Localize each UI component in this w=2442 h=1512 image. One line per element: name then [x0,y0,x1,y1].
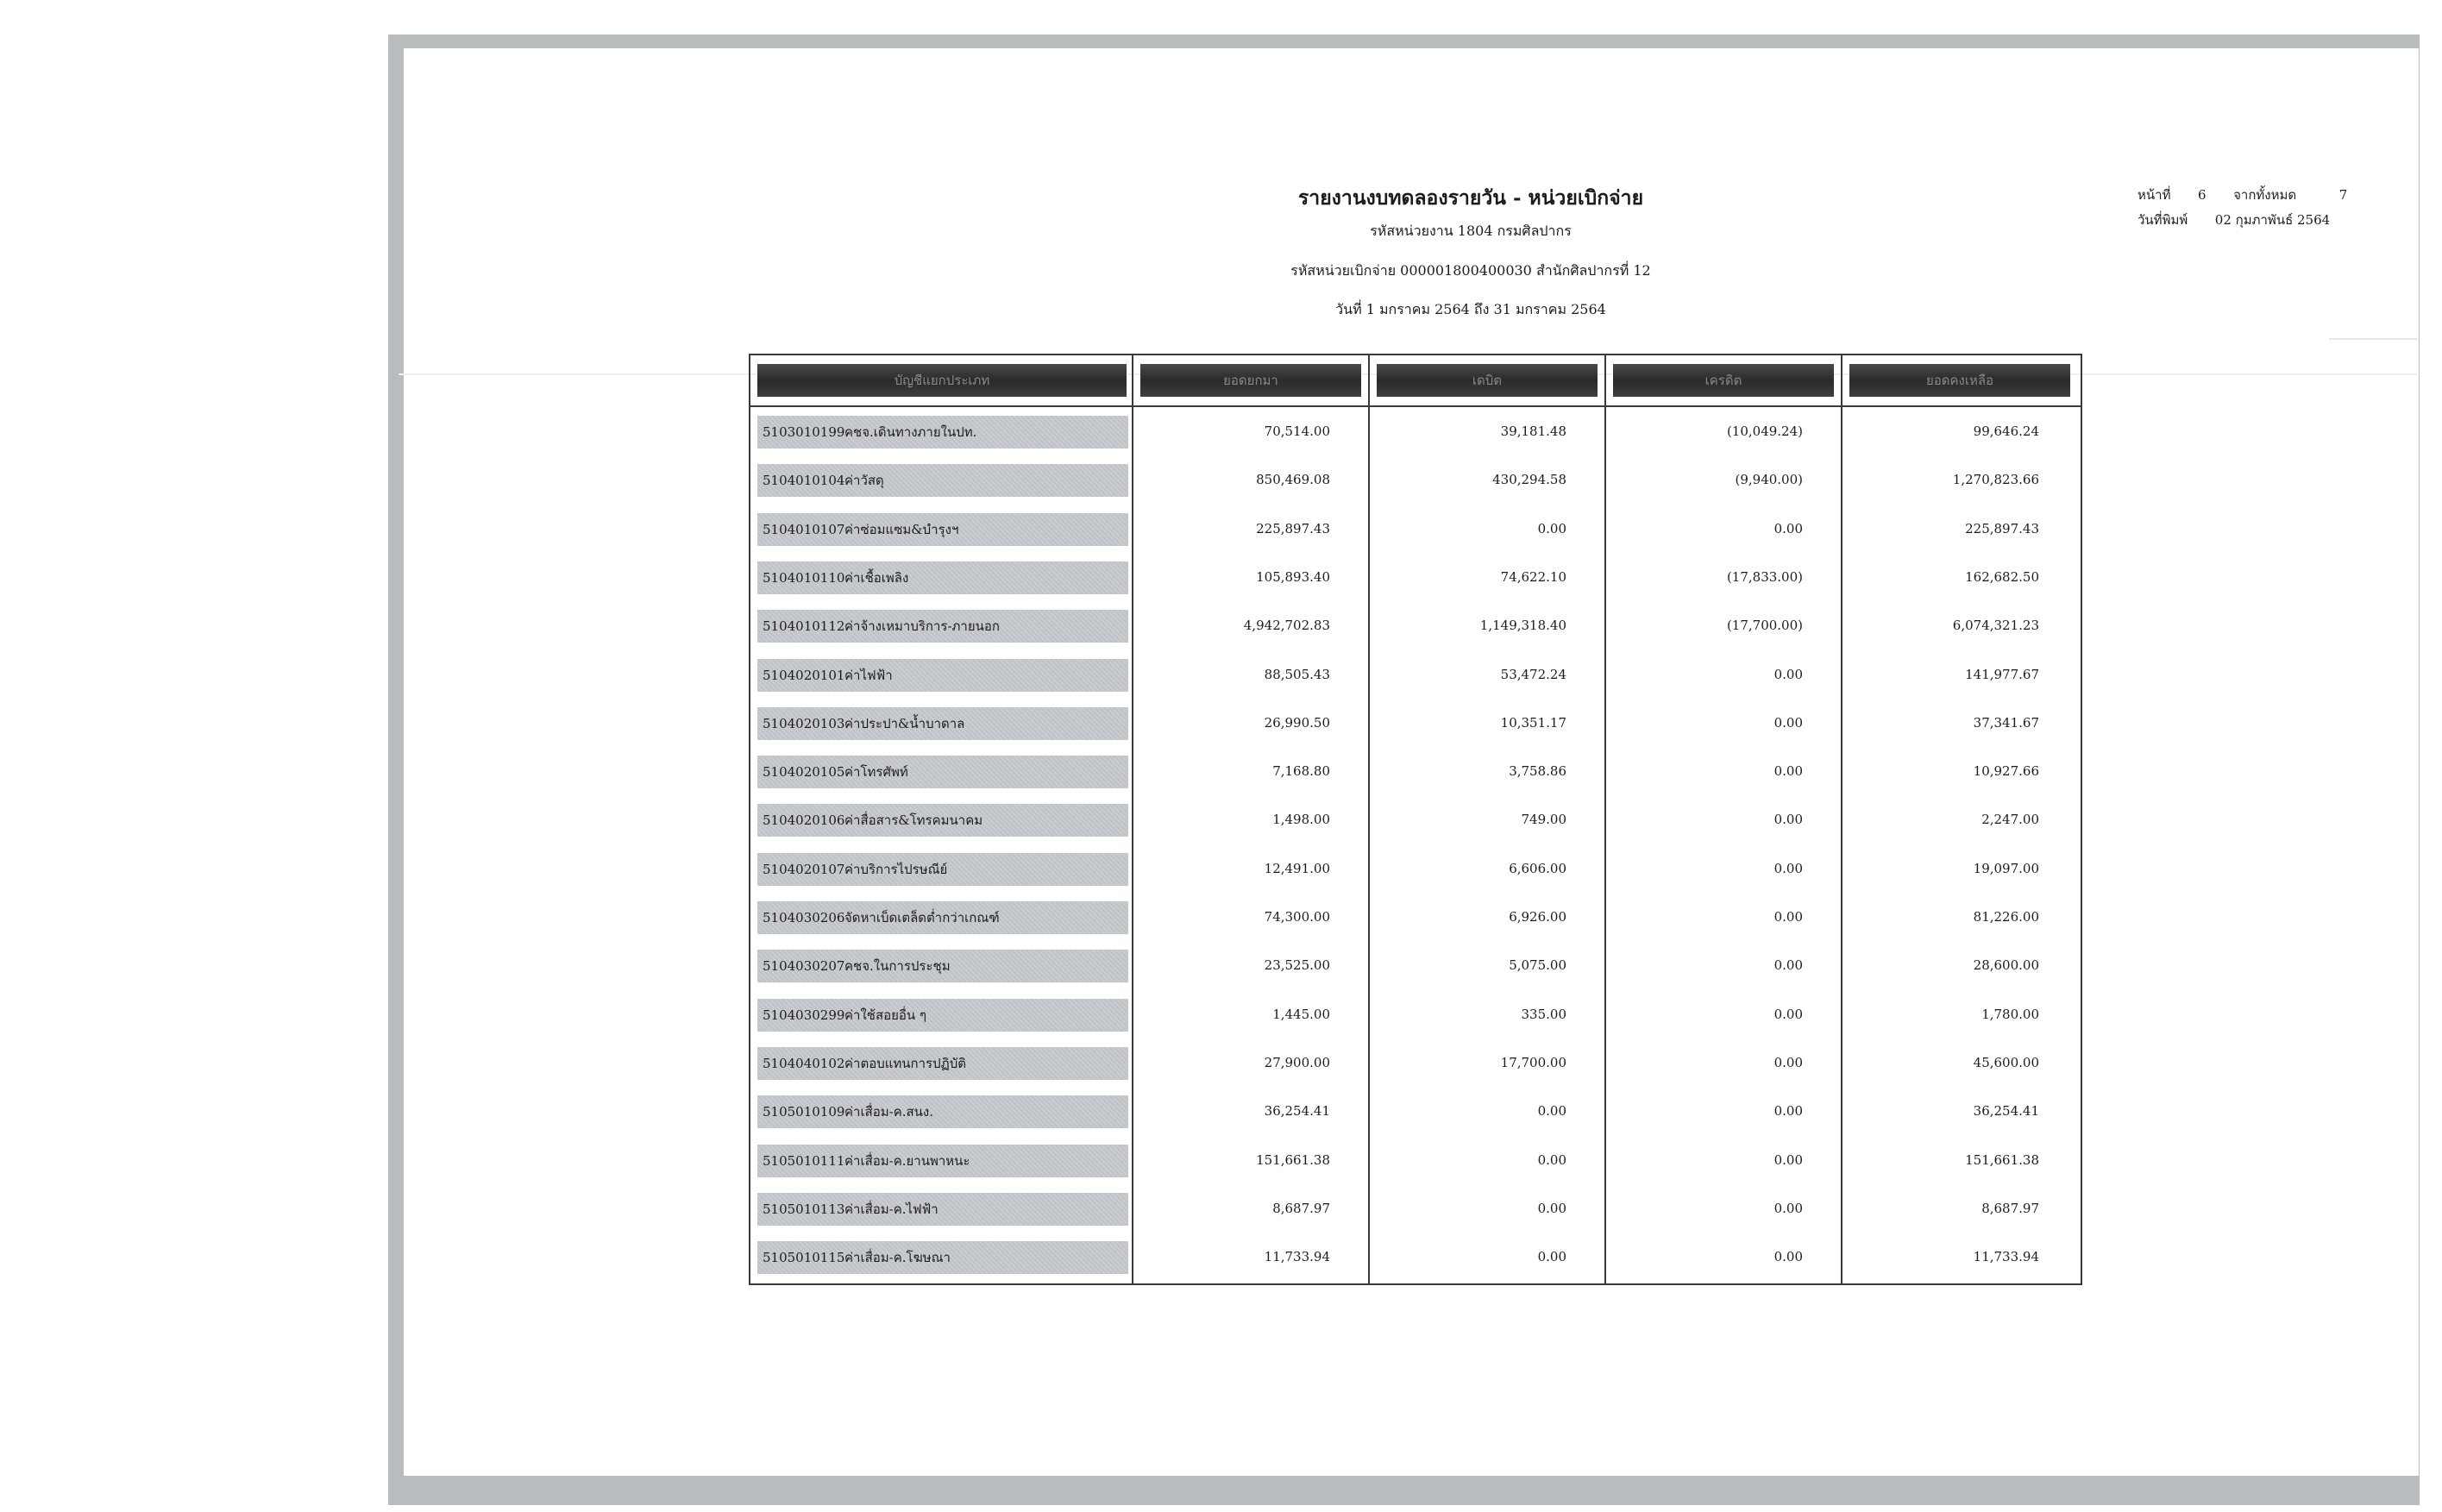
brought-forward-value: 151,661.38 [1256,1151,1330,1168]
account-cell [757,1193,1128,1226]
print-date: 02 กุมภาพันธ์ 2564 [2214,212,2331,228]
credit-value: 0.00 [1773,1200,1803,1216]
table-row [750,414,2081,449]
debit-value: 53,472.24 [1500,666,1566,682]
account-code: 5104010110 [763,569,845,586]
account-code: 5104030206 [763,910,845,925]
account-code: 5104020103 [763,715,845,731]
account-name: ค่าประปา&น้ำบาดาล [844,715,965,731]
table-row [750,802,2081,837]
brought-forward-value: 12,491.00 [1264,860,1330,876]
table-row [750,1094,2081,1128]
account-code: 5104010112 [763,618,845,635]
debit-value: 0.00 [1537,520,1566,536]
debit-value: 0.00 [1537,1200,1566,1216]
table-row [750,1191,2081,1226]
account-cell [757,999,1128,1032]
debit-value: 10,351.17 [1500,714,1566,731]
table-row [750,851,2081,886]
credit-value: 0.00 [1773,1103,1803,1120]
credit-value: (10,049.24) [1726,423,1803,439]
agency-code: รหัสหน่วยงาน 1804 กรมศิลปากร [1370,223,1572,239]
debit-value: 335.00 [1521,1006,1566,1022]
debit-value: 6,606.00 [1509,860,1566,876]
account-cell [757,1095,1128,1128]
page-number: 6 [2198,187,2207,203]
balance-value: 225,897.43 [1965,520,2039,536]
balance-value: 162,682.50 [1965,568,2039,585]
account-name: ค่าเสื่อม-ค.โฆษณา [844,1250,951,1266]
account-name: ค่าซ่อมแซม&บำรุงฯ [844,521,959,537]
table-row [750,997,2081,1032]
balance-value: 45,600.00 [1973,1054,2039,1070]
balance-value: 2,247.00 [1981,812,2039,828]
account-code: 5104010104 [763,473,845,489]
debit-value: 3,758.86 [1509,763,1566,780]
balance-value: 1,780.00 [1981,1006,2039,1022]
account-code: 5105010111 [763,1152,845,1169]
account-code: 5104030299 [763,1007,845,1023]
report-date-range: วันที่ 1 มกราคม 2564 ถึง 31 มกราคม 2564 [1335,301,1606,317]
table-row [750,1045,2081,1080]
brought-forward-value: 105,893.40 [1256,568,1330,585]
table-row [750,511,2081,546]
brought-forward-value: 88,505.43 [1264,666,1330,682]
balance-value: 81,226.00 [1973,909,2039,925]
credit-value: 0.00 [1773,714,1803,731]
brought-forward-value: 11,733.94 [1264,1249,1330,1265]
account-name: ค่าตอบแทนการปฏิบัติ [844,1055,966,1071]
debit-value: 5,075.00 [1509,957,1566,974]
brought-forward-value: 7,168.80 [1272,763,1330,780]
table-row [750,1239,2081,1274]
account-code: 5105010113 [763,1201,845,1217]
brought-forward-value: 26,990.50 [1264,714,1330,731]
balance-value: 10,927.66 [1973,763,2039,780]
table-row [750,706,2081,740]
account-cell [757,416,1128,449]
account-code: 5104020107 [763,861,845,877]
brought-forward-value: 36,254.41 [1264,1103,1330,1120]
table-row [750,1143,2081,1177]
table-row [750,900,2081,934]
brought-forward-value: 850,469.08 [1256,472,1330,488]
debit-value: 749.00 [1521,812,1566,828]
table-row [750,608,2081,643]
debit-value: 39,181.48 [1500,423,1566,439]
credit-value: 0.00 [1773,1151,1803,1168]
brought-forward-value: 27,900.00 [1264,1054,1330,1070]
header-credit: เครดิต [1613,364,1834,397]
credit-value: 0.00 [1773,957,1803,974]
account-cell [757,901,1128,934]
debit-value: 6,926.00 [1509,909,1566,925]
credit-value: 0.00 [1773,1249,1803,1265]
table-row [750,754,2081,788]
header-divider [750,405,2081,407]
account-code: 5105010115 [763,1250,845,1266]
account-code: 5104020106 [763,812,845,829]
brought-forward-value: 8,687.97 [1272,1200,1330,1216]
account-name: ค่าไฟฟ้า [844,667,893,683]
account-name: ค่าเสื่อม-ค.สนง. [844,1104,934,1120]
brought-forward-value: 1,445.00 [1272,1006,1330,1022]
table-row [750,657,2081,692]
account-cell [757,804,1128,837]
balance-value: 6,074,321.23 [1952,618,2039,634]
balance-value: 8,687.97 [1981,1200,2039,1216]
table-row [750,462,2081,497]
print-date-line [2138,208,2347,233]
account-code: 5104040102 [763,1055,845,1071]
page-info [2138,183,2347,233]
credit-value: (9,940.00) [1735,472,1803,488]
credit-value: 0.00 [1773,763,1803,780]
account-cell [757,853,1128,886]
account-cell [757,513,1128,546]
header-brought-forward: ยอดยกมา [1140,364,1361,397]
header-balance: ยอดคงเหลือ [1849,364,2070,397]
account-cell [757,464,1128,497]
credit-value: 0.00 [1773,1054,1803,1070]
total-pages: 7 [2338,187,2348,203]
account-name: ค่าวัสดุ [844,473,884,489]
account-code: 5103010199 [763,424,845,440]
account-code: 5105010109 [763,1104,845,1120]
credit-value: 0.00 [1773,860,1803,876]
account-name: ค่าเสื่อม-ค.ไฟฟ้า [844,1201,939,1217]
account-cell [757,707,1128,740]
credit-value: 0.00 [1773,1006,1803,1022]
debit-value: 0.00 [1537,1151,1566,1168]
balance-value: 36,254.41 [1973,1103,2039,1120]
credit-value: (17,700.00) [1726,618,1803,634]
page-number-line [2138,183,2347,208]
header-account: บัญชีแยกประเภท [757,364,1127,397]
account-cell [757,1145,1128,1177]
brought-forward-value: 70,514.00 [1264,423,1330,439]
brought-forward-value: 4,942,702.83 [1243,618,1330,634]
page-label: หน้าที่ [2138,187,2171,203]
account-name: ค่าเสื่อม-ค.ยานพาหนะ [844,1152,970,1169]
debit-value: 0.00 [1537,1249,1566,1265]
brought-forward-value: 23,525.00 [1264,957,1330,974]
print-date-label: วันที่พิมพ์ [2138,212,2188,228]
debit-value: 74,622.10 [1500,568,1566,585]
header-debit: เดบิต [1377,364,1598,397]
table-row [750,560,2081,594]
balance-value: 37,341.67 [1973,714,2039,731]
disbursement-unit-code: รหัสหน่วยเบิกจ่าย 000001800400030 สำนักศิลปากรที่ 12 [1290,262,1651,279]
debit-value: 0.00 [1537,1103,1566,1120]
account-cell [757,950,1128,982]
account-name: ค่าบริการไปรษณีย์ [844,861,948,877]
account-cell [757,610,1128,643]
account-cell [757,1047,1128,1080]
report-title: รายงานงบทดลองรายวัน - หน่วยเบิกจ่าย [1297,186,1644,210]
total-pages-label: จากทั้งหมด [2233,187,2297,203]
account-code: 5104030207 [763,958,845,975]
account-code: 5104020105 [763,764,845,781]
account-name: ค่าโทรศัพท์ [844,764,908,781]
balance-value: 141,977.67 [1965,666,2039,682]
trial-balance-table [749,354,2082,1285]
balance-value: 28,600.00 [1973,957,2039,974]
account-name: ค่าจ้างเหมาบริการ-ภายนอก [844,618,1000,635]
credit-value: 0.00 [1773,666,1803,682]
account-cell [757,659,1128,692]
account-code: 5104020101 [763,667,845,683]
debit-value: 1,149,318.40 [1479,618,1566,634]
account-name: คชจ.เดินทางภายในปท. [844,424,977,440]
account-cell [757,1241,1128,1274]
account-cell [757,562,1128,594]
account-name: ค่าเชื้อเพลิง [844,569,909,586]
account-cell [757,756,1128,788]
balance-value: 1,270,823.66 [1952,472,2039,488]
brought-forward-value: 225,897.43 [1256,520,1330,536]
table-row [750,948,2081,982]
debit-value: 17,700.00 [1500,1054,1566,1070]
balance-value: 11,733.94 [1973,1249,2039,1265]
account-name: คชจ.ในการประชุม [844,958,951,975]
brought-forward-value: 74,300.00 [1264,909,1330,925]
brought-forward-value: 1,498.00 [1272,812,1330,828]
credit-value: 0.00 [1773,909,1803,925]
credit-value: (17,833.00) [1726,568,1803,585]
balance-value: 19,097.00 [1973,860,2039,876]
account-code: 5104010107 [763,521,845,537]
credit-value: 0.00 [1773,520,1803,536]
account-name: ค่าใช้สอยอื่น ๆ [844,1007,927,1023]
debit-value: 430,294.58 [1492,472,1566,488]
account-name: จัดหาเบ็ดเตล็ดต่ำกว่าเกณฑ์ [844,910,1000,925]
balance-value: 99,646.24 [1973,423,2039,439]
balance-value: 151,661.38 [1965,1151,2039,1168]
account-name: ค่าสื่อสาร&โทรคมนาคม [844,812,983,829]
scan-fold-line-right [2329,338,2418,340]
credit-value: 0.00 [1773,812,1803,828]
